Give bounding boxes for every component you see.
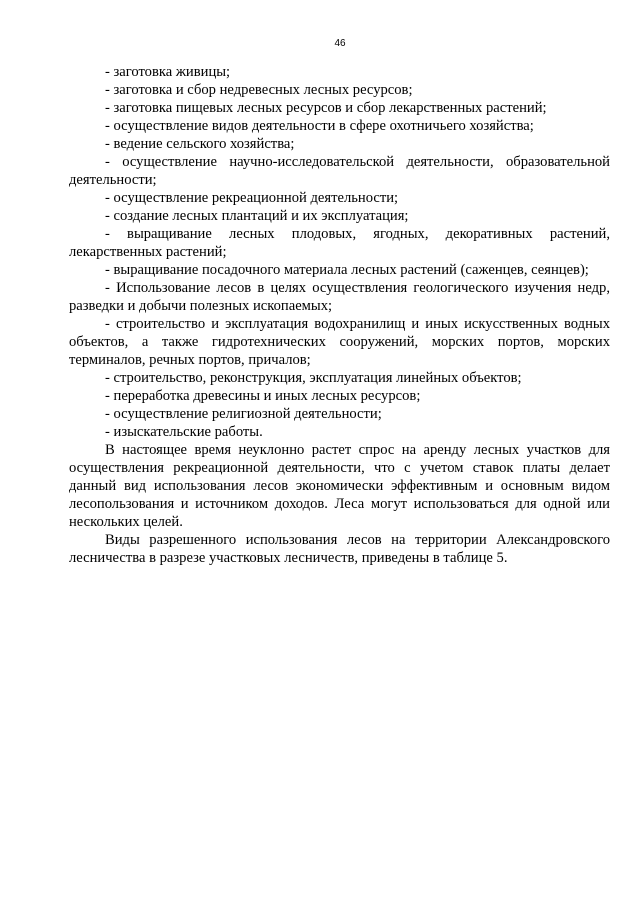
body-paragraph: В настоящее время неуклонно растет спрос на аренду лесных участков для осуществления рекреационной деятельности, что с учетом ставок платы делает данный вид использования лесов экономически эффективным и основным видом лесопользования и источником доходов. Леса могут использоваться для одной или нескольких целей.	[69, 442, 610, 530]
list-item: - создание лесных плантаций и их эксплуатация;	[105, 208, 409, 224]
list-item: - строительство, реконструкция, эксплуатация линейных объектов;	[105, 370, 522, 386]
list-item: - заготовка пищевых лесных ресурсов и сбор лекарственных растений;	[105, 100, 547, 116]
document-body	[69, 63, 610, 567]
list-item: - осуществление религиозной деятельности;	[105, 406, 382, 422]
list-item: - осуществление научно-исследовательской деятельности, образовательной деятельности;	[69, 154, 610, 188]
list-item: - осуществление рекреационной деятельности;	[105, 190, 399, 206]
list-item: - изыскательские работы.	[105, 424, 263, 440]
list-item: - Использование лесов в целях осуществления геологического изучения недр, разведки и добычи полезных ископаемых;	[69, 280, 610, 314]
page-number: 46	[334, 38, 346, 49]
body-paragraph: Виды разрешенного использования лесов на территории Александровского лесничества в разрезе участковых лесничеств, приведены в таблице 5.	[69, 532, 610, 566]
list-item: - выращивание посадочного материала лесных растений (саженцев, сеянцев);	[105, 262, 589, 278]
list-item: - переработка древесины и иных лесных ресурсов;	[105, 388, 421, 404]
list-item: - строительство и эксплуатация водохранилищ и иных искусственных водных объектов, а также гидротехнических сооружений, морских портов, морских терминалов, речных портов, причалов;	[69, 316, 610, 368]
list-item: - заготовка и сбор недревесных лесных ресурсов;	[105, 82, 413, 98]
list-item: - осуществление видов деятельности в сфере охотничьего хозяйства;	[105, 118, 534, 134]
list-item: - выращивание лесных плодовых, ягодных, декоративных растений, лекарственных растений;	[69, 226, 610, 260]
list-item: - ведение сельского хозяйства;	[105, 136, 295, 152]
list-item: - заготовка живицы;	[105, 64, 231, 80]
